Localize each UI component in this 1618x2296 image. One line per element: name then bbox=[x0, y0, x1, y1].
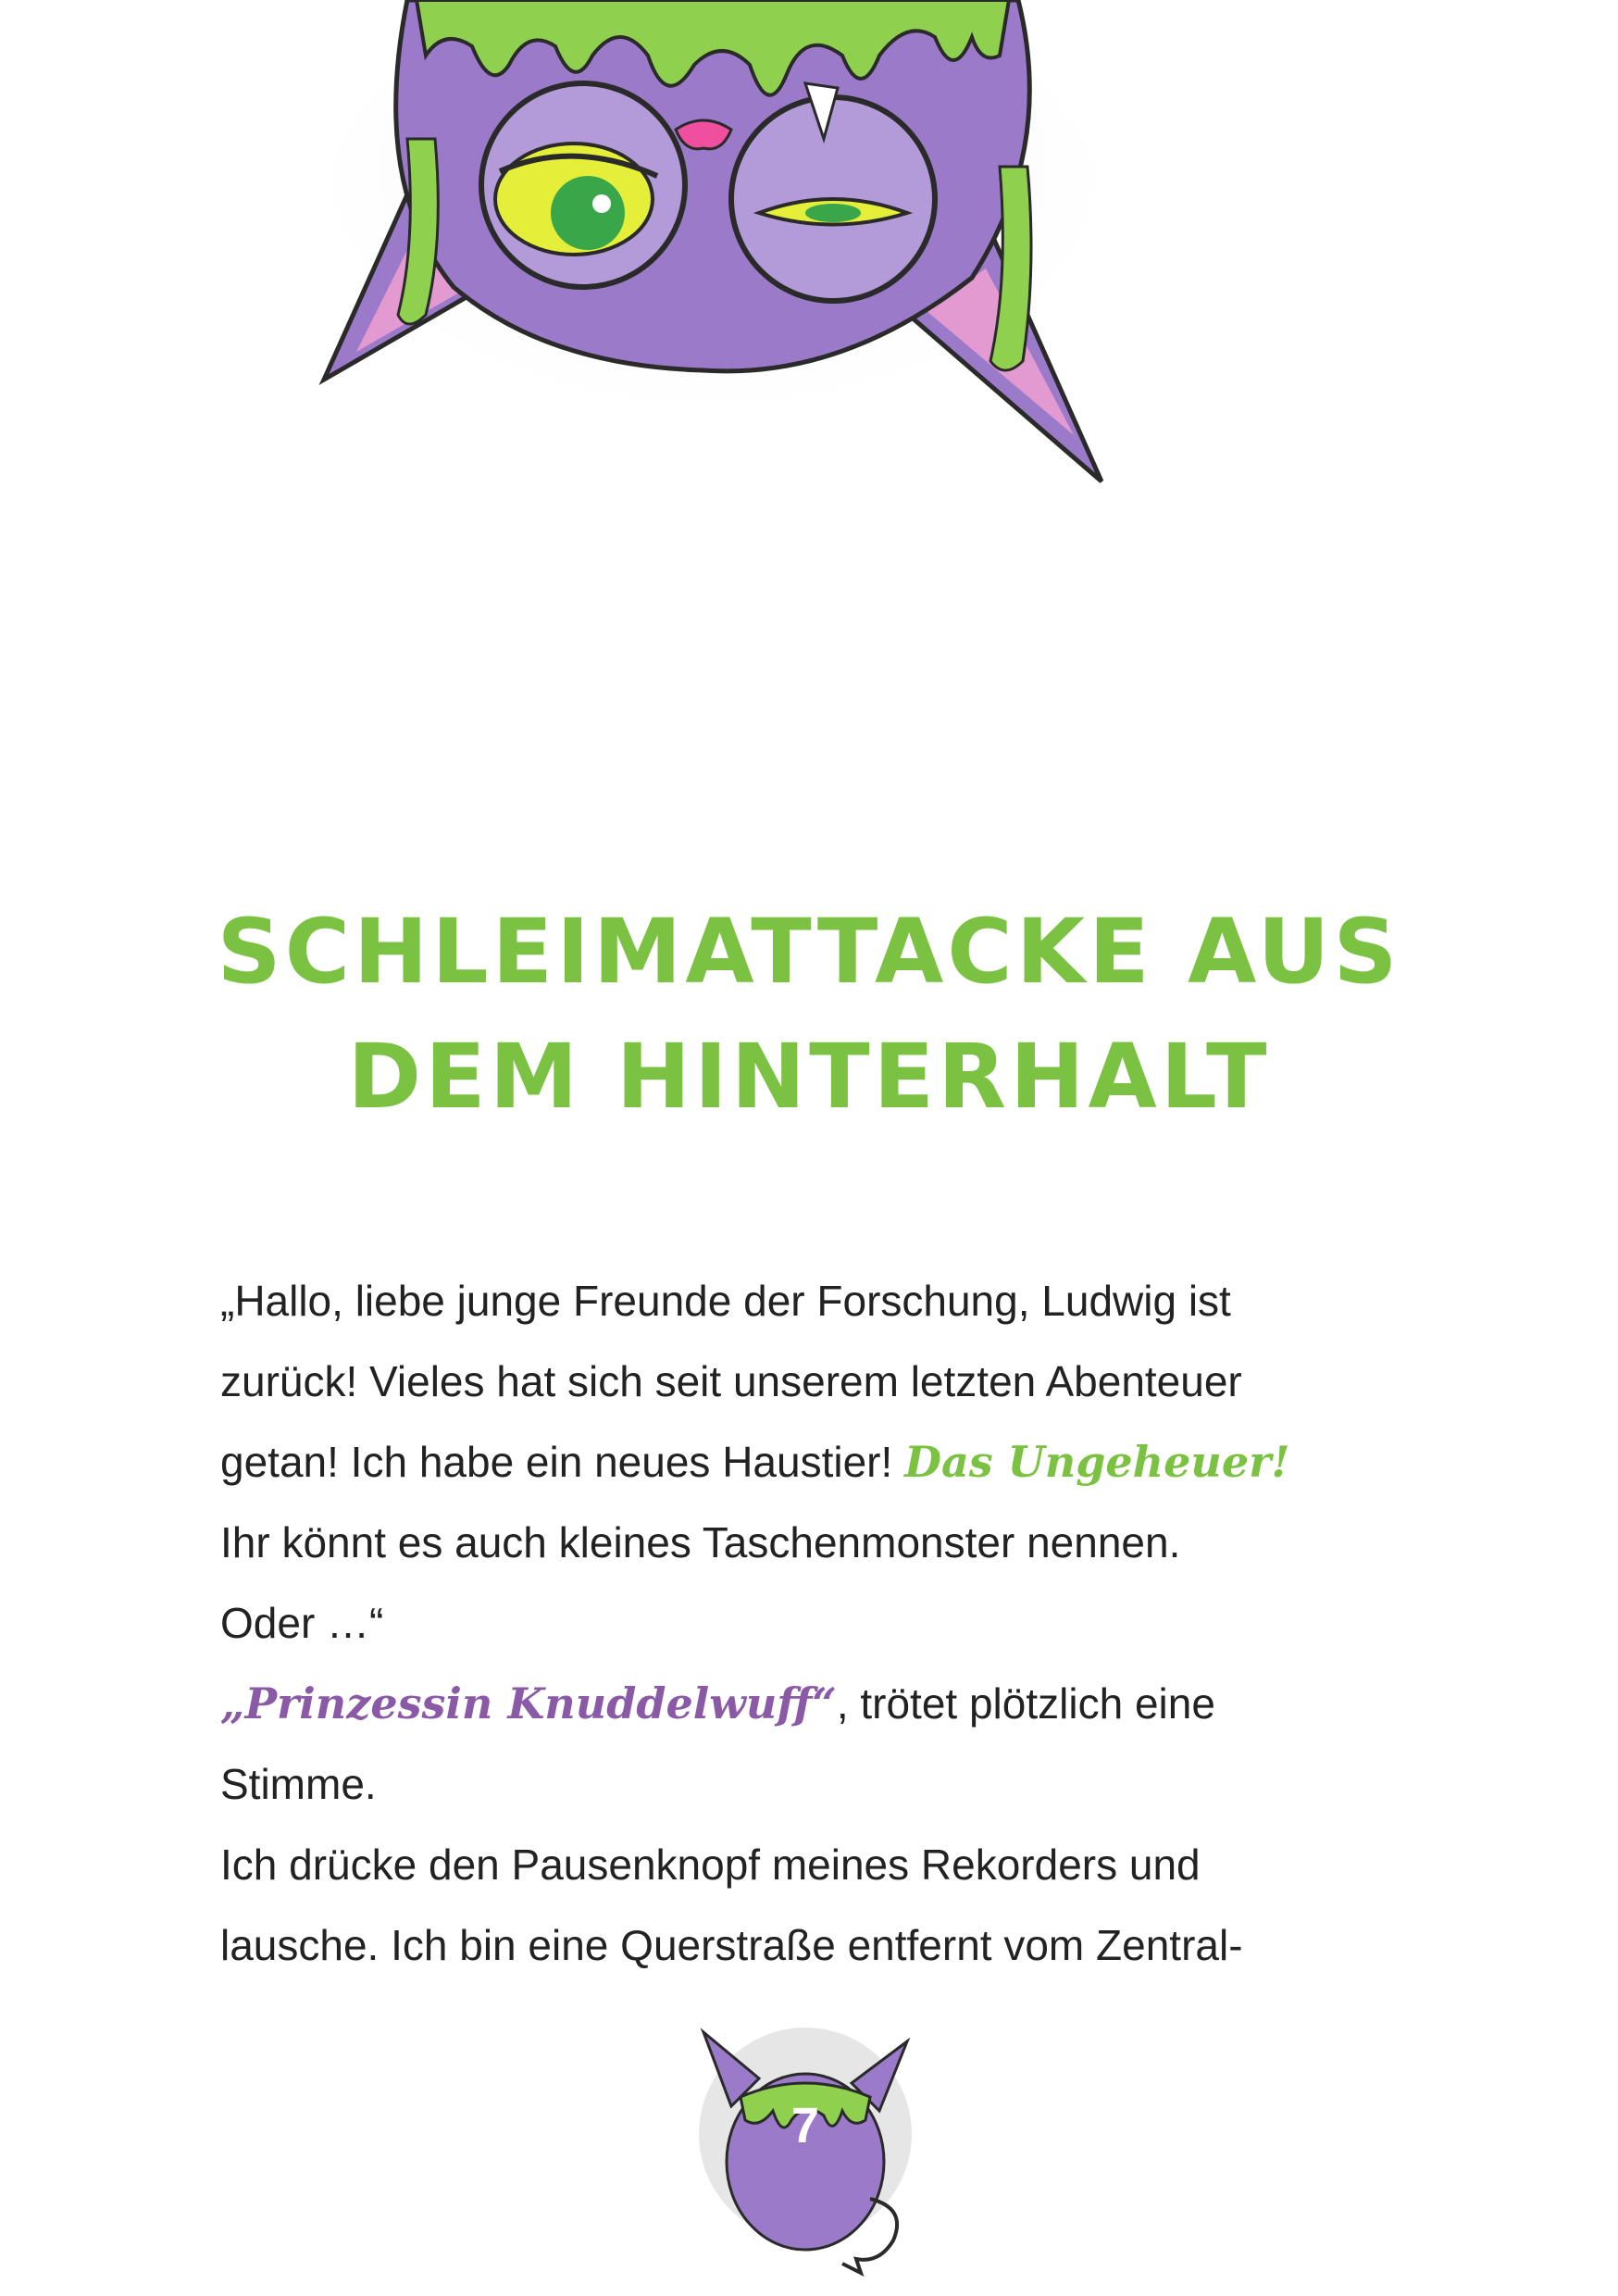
body-line bbox=[220, 1422, 1442, 1503]
highlight-voice-quote: „Prinzessin Knuddelwuff“ bbox=[220, 1678, 837, 1728]
body-line: Oder …“ bbox=[220, 1599, 384, 1647]
slime-monster-illustration bbox=[268, 0, 1157, 500]
chapter-title-line-2: DEM HINTERHALT bbox=[347, 1025, 1271, 1129]
body-line: zurück! Vieles hat sich seit unserem letzten Abenteuer bbox=[220, 1357, 1242, 1405]
chapter-title-line-1: SCHLEIMATTACKE AUS bbox=[217, 900, 1401, 1004]
body-line-text: getan! Ich habe ein neues Haustier! bbox=[220, 1438, 905, 1486]
body-line: Stimme. bbox=[220, 1760, 377, 1808]
page-number: 7 bbox=[790, 2098, 820, 2153]
body-line: lausche. Ich bin eine Querstraße entfernt vom Zentral- bbox=[220, 1921, 1243, 1969]
body-line bbox=[220, 1664, 1442, 1744]
highlight-monster-name: Das Ungeheuer! bbox=[904, 1437, 1290, 1487]
body-text bbox=[220, 1261, 1442, 1986]
body-line: Ihr könnt es auch kleines Taschenmonster nennen. bbox=[220, 1518, 1181, 1566]
body-line-text: , trötet plötzlich eine bbox=[836, 1679, 1215, 1728]
body-line: „Hallo, liebe junge Freunde der Forschung, Ludwig ist bbox=[220, 1277, 1231, 1325]
body-line: Ich drücke den Pausenknopf meines Rekorders und bbox=[220, 1841, 1201, 1889]
